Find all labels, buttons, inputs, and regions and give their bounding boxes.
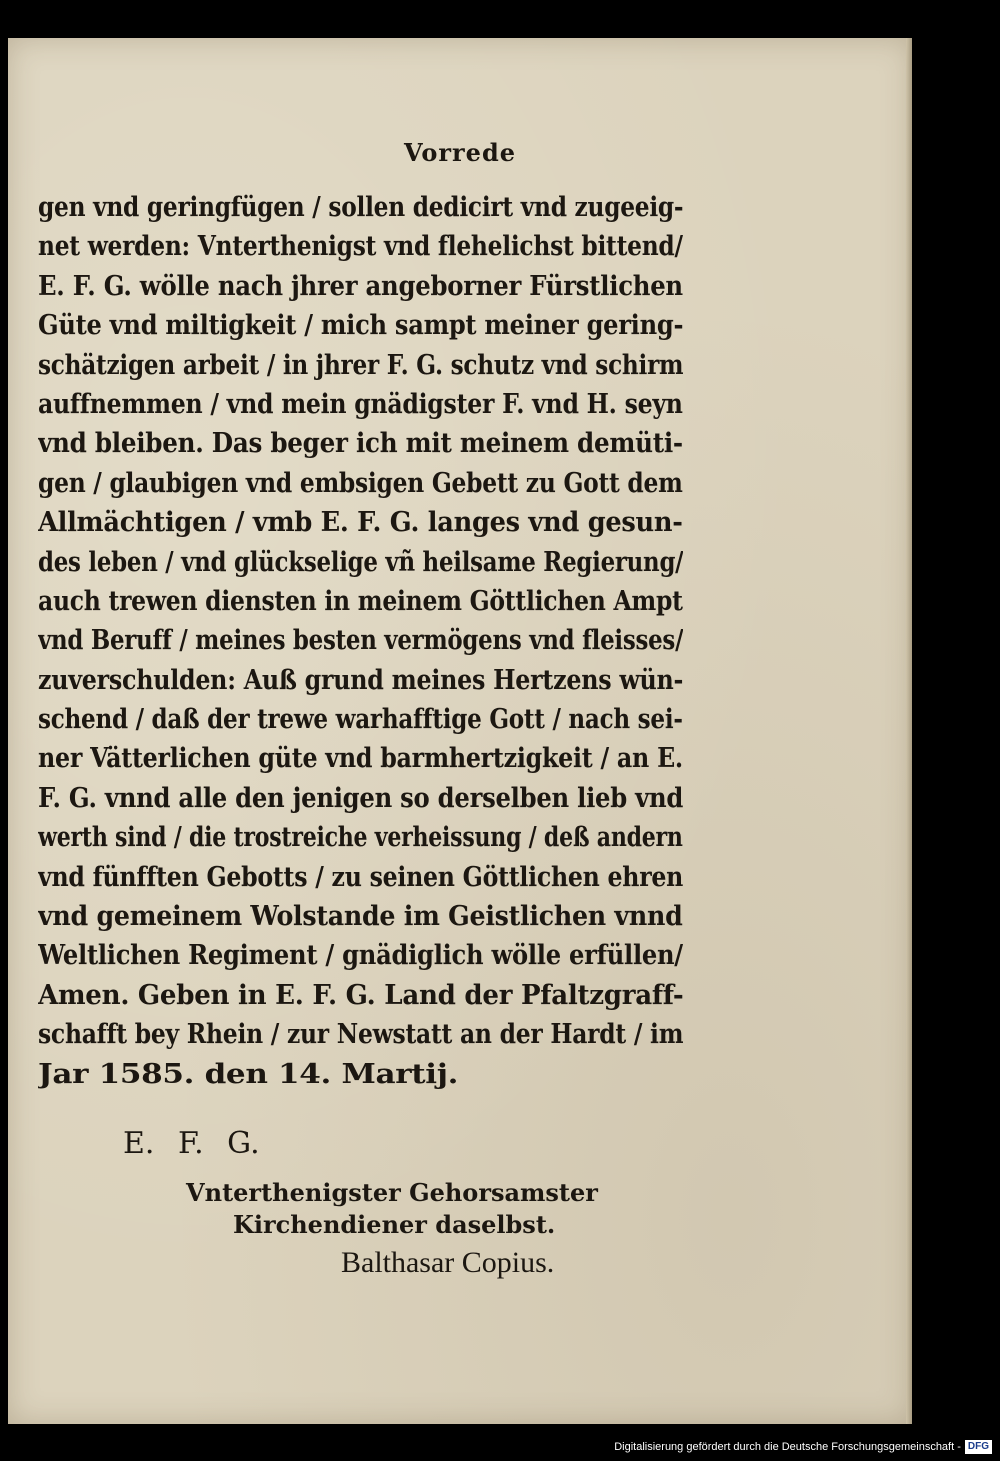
text-line: auffnemmen / vnd mein gnädigster F. vnd H. seyn (38, 388, 683, 420)
text-line: zuverschulden: Auß grund meines Hertzens wün- (38, 664, 683, 696)
signature-line-2: Kirchendiener daselbst. (233, 1210, 556, 1239)
funding-footer (614, 1440, 992, 1454)
text-line: Güte vnd miltigkeit / mich sampt meiner gering- (38, 310, 683, 342)
text-line: vnd gemeinem Wolstande im Geistlichen vnnd (38, 901, 683, 933)
body-text (38, 188, 683, 1094)
text-line: gen / glaubigen vnd embsigen Gebett zu Gott dem (38, 467, 683, 499)
text-line: ner Vätterlichen güte vnd barmhertzigkeit / an E. (38, 743, 683, 775)
text-line: Jar 1585. den 14. Martij. (38, 1058, 459, 1090)
text-line: vnd Beruff / meines besten vermögens vnd fleisses/ (38, 625, 683, 657)
text-line: E. F. G. wölle nach jhrer angeborner Fürstlichen (38, 270, 683, 302)
text-line: Amen. Geben in E. F. G. Land der Pfaltzgraff- (38, 979, 683, 1011)
text-line: des leben / vnd glückselige vñ heilsame Regierung/ (38, 546, 683, 578)
text-line: net werden: Vnterthenigst vnd flehelichst bittend/ (38, 231, 683, 263)
text-line: Weltlichen Regiment / gnädiglich wölle erfüllen/ (38, 940, 683, 972)
book-page (8, 38, 912, 1424)
text-line: F. G. vnnd alle den jenigen so derselben lieb vnd (38, 782, 683, 814)
running-header: Vorrede (403, 138, 517, 167)
funding-note: Digitalisierung gefördert durch die Deutsche Forschungsgemeinschaft - (614, 1441, 961, 1453)
dfg-logo[interactable]: DFG (965, 1440, 992, 1454)
text-line: gen vnd geringfügen / sollen dedicirt vnd zugeeig- (38, 192, 683, 223)
text-line: Allmächtigen / vmb E. F. G. langes vnd gesun- (38, 507, 683, 539)
text-line: schend / daß der trewe warhafftige Gott / nach sei- (38, 704, 683, 736)
signature-salutation: E. F. G. (123, 1126, 260, 1161)
text-line: schafft bey Rhein / zur Newstatt an der Hardt / im (38, 1019, 683, 1051)
text-line: werth sind / die trostreiche verheissung / deß andern (38, 822, 683, 854)
text-line: schätzigen arbeit / in jhrer F. G. schutz vnd schirm (38, 349, 683, 381)
page-edge (906, 38, 912, 1424)
text-line: auch trewen diensten in meinem Göttlichen Ampt (38, 585, 683, 617)
text-line: vnd fünfften Gebotts / zu seinen Göttlichen ehren (38, 861, 683, 893)
signature-line-1: Vnterthenigster Gehorsamster (186, 1178, 598, 1207)
signature-name: Balthasar Copius. (341, 1246, 555, 1279)
text-line: vnd bleiben. Das beger ich mit meinem demüti- (38, 428, 683, 460)
